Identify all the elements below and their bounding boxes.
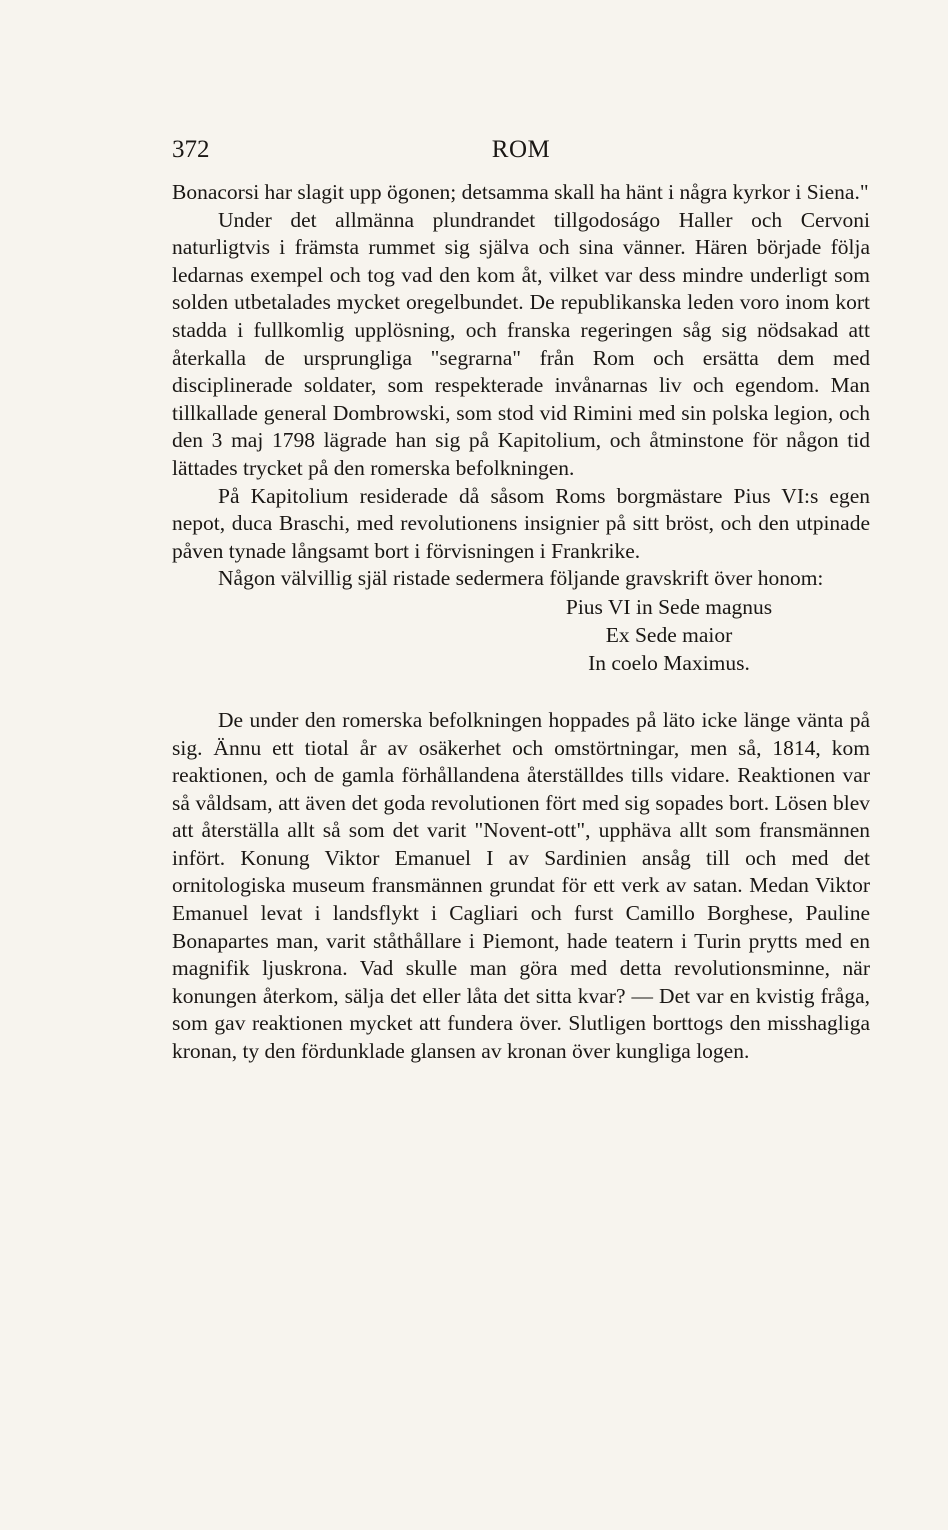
- running-head: ROM: [491, 136, 551, 163]
- paragraph-1: Bonacorsi har slagit upp ögonen; detsamma skall ha hänt i några kyrkor i Siena.": [172, 180, 869, 204]
- paragraph-5: De under den romerska befolkningen hoppades på läto icke länge vänta på sig. Ännu ett tiotal år av osäkerhet och omstörtningar, men så, 1814, kom reaktionen, och de gamla förhållandena återställdes tills vidare. Reaktionen var så våldsam, att även det goda revolutionen fört med sig sopades bort. Lösen blev att återställa allt så som det varit "Novent-ott", upphäva allt som fransmännen infört. Konung Viktor Emanuel I av Sardinien ansåg till och med det ornitologiska museum fransmännen grundat för ett verk av satan. Medan Viktor Emanuel levat i landsflykt i Cagliari och furst Camillo Borghese, Pauline Bonapartes man, varit ståthållare i Piemont, hade teatern i Turin prytts med en magnifik ljuskrona. Vad skulle man göra med detta revolutionsminne, när konungen återkom, sälja det eller låta det sitta kvar? — Det var en kvistig fråga, som gav reaktionen mycket att fundera över. Slutligen borttogs den misshagliga kronan, ty den fördunklade glansen av kronan över kungliga logen.: [172, 707, 870, 1064]
- verse-line-2: Ex Sede maior: [605, 622, 733, 647]
- body-text: [172, 179, 870, 1066]
- epitaph-verse: [172, 593, 870, 677]
- paragraph-4: Någon välvillig själ ristade sedermera följande gravskrift över honom:: [218, 566, 824, 591]
- verse-line-3: In coelo Maximus.: [588, 650, 750, 675]
- verse-line-1: Pius VI in Sede magnus: [565, 594, 773, 619]
- page-header: [172, 133, 870, 167]
- page-number: 372: [172, 136, 210, 163]
- paragraph-2: Under det allmänna plundrandet tillgodoságo Haller och Cervoni naturligtvis i främsta rummet sig själva och sina vänner. Hären började följa ledarnas exempel och tog vad den kom åt, vilket var dess mindre underligt som solden utbetalades mycket oregelbundet. De republikanska leden voro inom kort stadda i fullkomlig upplösning, och franska regeringen såg sig nödsakad att återkalla de ursprungliga "segrarna" från Rom och ersätta dem med disciplinerade soldater, som respekterade invånarnas liv och egendom. Man tillkallade general Dombrowski, som stod vid Rimini med sin polska legion, och den 3 maj 1798 lägrade han sig på Kapitolium, och åtminstone för någon tid lättades trycket på den romerska befolkningen.: [172, 207, 870, 480]
- paragraph-3: På Kapitolium residerade då såsom Roms borgmästare Pius VI:s egen nepot, duca Braschi, med revolutionens insignier på sitt bröst, och den utpinade påven tynade långsamt bort i förvisningen i Frankrike.: [172, 483, 870, 563]
